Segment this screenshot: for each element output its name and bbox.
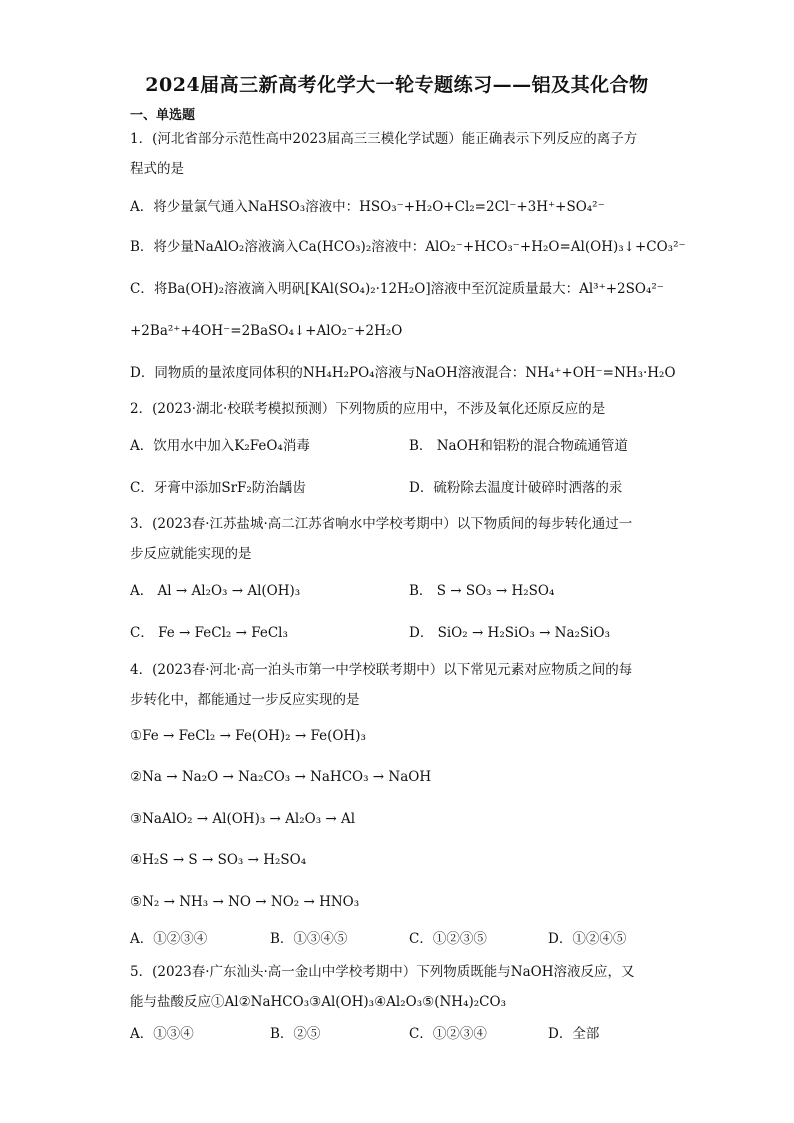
question-4-item-5: ⑤N₂ → NH₃ → NO → NO₂ → HNO₃	[130, 894, 360, 910]
question-1-option-c: C．将Ba(OH)₂溶液滴入明矾[KAl(SO₄)₂·12H₂O]溶液中至沉淀质量最大：Al³⁺+2SO₄²⁻	[130, 281, 664, 297]
question-1-option-b: B．将少量NaAlO₂溶液滴入Ca(HCO₃)₂溶液中：AlO₂⁻+HCO₃⁻+H₂O=Al(OH)₃↓+CO₃²⁻	[130, 239, 686, 255]
question-1-stem: 1．(河北省部分示范性高中2023届高三三模化学试题）能正确表示下列反应的离子方	[130, 131, 638, 147]
question-5-option-b: B．②⑤	[270, 1026, 321, 1042]
question-4-item-3: ③NaAlO₂ → Al(OH)₃ → Al₂O₃ → Al	[130, 811, 356, 827]
question-1-option-a: A．将少量氯气通入NaHSO₃溶液中：HSO₃⁻+H₂O+Cl₂=2Cl⁻+3H⁺+SO₄²⁻	[130, 199, 605, 215]
question-1-option-c-cont: +2Ba²⁺+4OH⁻=2BaSO₄↓+AlO₂⁻+2H₂O	[130, 323, 403, 339]
question-4-option-c: C．①②③⑤	[409, 931, 487, 947]
question-4-option-a: A．①②③④	[130, 931, 208, 947]
page-title: 2024届高三新高考化学大一轮专题练习——铝及其化合物	[145, 74, 649, 96]
question-2-option-b: B． NaOH和铝粉的混合物疏通管道	[409, 438, 628, 454]
question-2-stem: 2．(2023·湖北·校联考模拟预测）下列物质的应用中，不涉及氧化还原反应的是	[130, 401, 606, 417]
question-3-option-d: D． SiO₂ → H₂SiO₃ → Na₂SiO₃	[409, 625, 610, 641]
question-3-option-b: B． S → SO₃ → H₂SO₄	[409, 583, 555, 599]
question-4-stem: 4．(2023春·河北·高一泊头市第一中学校联考期中）以下常见元素对应物质之间的每	[130, 662, 633, 678]
question-5-option-a: A．①③④	[130, 1026, 194, 1042]
question-3-stem-cont: 步反应就能实现的是	[130, 546, 252, 562]
question-4-item-4: ④H₂S → S → SO₃ → H₂SO₄	[130, 852, 307, 868]
question-5-option-c: C．①②③④	[409, 1026, 487, 1042]
question-3-option-c: C． Fe → FeCl₂ → FeCl₃	[130, 625, 288, 641]
question-2-option-c: C．牙膏中添加SrF₂防治龋齿	[130, 480, 306, 496]
question-4-stem-cont: 步转化中，都能通过一步反应实现的是	[130, 692, 360, 708]
question-3-option-a: A． Al → Al₂O₃ → Al(OH)₃	[130, 583, 301, 599]
question-4-item-1: ①Fe → FeCl₂ → Fe(OH)₂ → Fe(OH)₃	[130, 728, 366, 744]
question-1-option-d: D．同物质的量浓度同体积的NH₄H₂PO₄溶液与NaOH溶液混合：NH₄⁺+OH⁻=NH₃·H₂O	[130, 365, 676, 381]
question-4-option-b: B．①③④⑤	[270, 931, 348, 947]
question-2-option-d: D．硫粉除去温度计破碎时洒落的汞	[409, 480, 623, 496]
section-heading: 一、单选题	[130, 108, 196, 123]
question-5-stem: 5．(2023春·广东汕头·高一金山中学校考期中）下列物质既能与NaOH溶液反应，又	[130, 964, 635, 980]
question-2-option-a: A．饮用水中加入K₂FeO₄消毒	[130, 438, 310, 454]
question-4-item-2: ②Na → Na₂O → Na₂CO₃ → NaHCO₃ → NaOH	[130, 769, 432, 785]
question-5-stem-cont: 能与盐酸反应①Al②NaHCO₃③Al(OH)₃④Al₂O₃⑤(NH₄)₂CO₃	[130, 994, 506, 1010]
question-5-option-d: D．全部	[548, 1026, 600, 1042]
question-4-option-d: D．①②④⑤	[548, 931, 627, 947]
question-3-stem: 3．(2023春·江苏盐城·高二江苏省响水中学校考期中）以下物质间的每步转化通过一	[130, 516, 633, 532]
question-1-stem-cont: 程式的是	[130, 161, 184, 177]
